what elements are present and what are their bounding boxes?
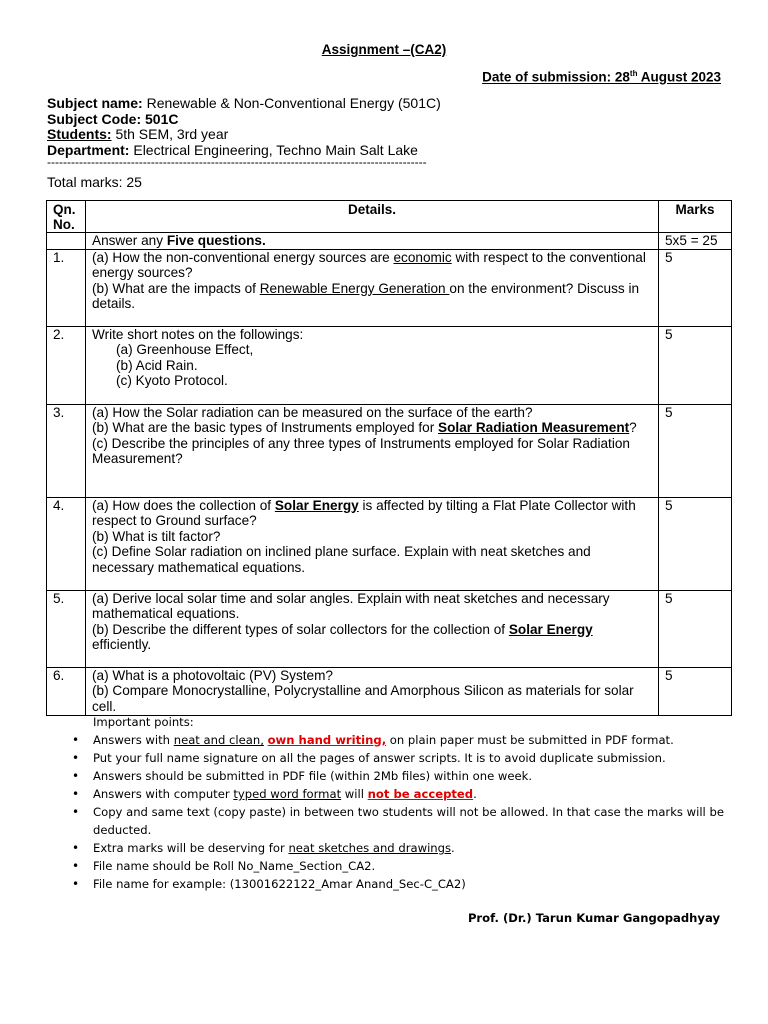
question-marks: 5: [659, 404, 732, 497]
list-item: • Extra marks will be deserving for neat sketches and drawings.: [72, 841, 455, 855]
department-value: Electrical Engineering, Techno Main Salt Lake: [129, 141, 418, 158]
question-number: 4.: [47, 497, 86, 590]
table-row: [47, 497, 732, 590]
list-item: (c) Kyoto Protocol.: [116, 373, 228, 388]
table-row: [47, 326, 732, 404]
question-text: (a) Derive local solar time and solar angles. Explain with neat sketches and necessary mathematical equations. (b) Describe the different types of solar collectors for the collection of Solar Energy efficiently.: [86, 590, 659, 667]
question-text: (a) How the Solar radiation can be measured on the surface of the earth? (b) What are the basic types of Instruments employed for Solar Radiation Measurement? (c) Describe the principles of any three types of Instruments employed for Solar Radiation Measurement?: [86, 404, 659, 497]
qn-header: Qn. No.: [47, 201, 86, 233]
instruction-text: Answer any Five questions.: [86, 233, 659, 250]
table-row: [47, 667, 732, 715]
question-number: 5.: [47, 590, 86, 667]
total-marks: Total marks: 25: [47, 174, 142, 190]
bullet-icon: •: [72, 877, 80, 891]
bullet-icon: •: [72, 805, 80, 819]
students-line: [47, 127, 441, 143]
question-text: Write short notes on the followings: (a) Greenhouse Effect, (b) Acid Rain. (c) Kyoto Protocol.: [86, 326, 659, 404]
details-header: Details.: [86, 201, 659, 233]
bullet-icon: •: [72, 733, 80, 747]
submission-date: [482, 69, 721, 85]
list-item: (b) Acid Rain.: [116, 357, 198, 373]
list-item: • Answers should be submitted in PDF file (within 2Mb files) within one week.: [72, 769, 533, 783]
signature: Prof. (Dr.) Tarun Kumar Gangopadhyay: [467, 911, 720, 925]
department-label: Department:: [47, 141, 130, 158]
table-row: [47, 590, 732, 667]
bullet-icon: •: [72, 787, 80, 801]
question-number: 2.: [47, 326, 86, 404]
list-item: • Answers with neat and clean, own hand writing, on plain paper must be submitted in PDF format.: [72, 733, 674, 747]
table-row: [47, 249, 732, 326]
subject-code-line: [47, 112, 441, 128]
subject-name-line: [47, 96, 441, 112]
list-item: • File name for example: (13001622122_Amar Anand_Sec-C_CA2): [72, 877, 466, 891]
question-number: 1.: [47, 249, 86, 326]
list-item: • Put your full name signature on all the pages of answer scripts. It is to avoid duplicate submission.: [72, 751, 666, 765]
bullet-icon: •: [72, 769, 80, 783]
list-item: (a) Greenhouse Effect,: [116, 342, 254, 357]
table-header-row: [47, 201, 732, 233]
question-marks: 5: [659, 249, 732, 326]
table-row: [47, 404, 732, 497]
document-title: Assignment –(CA2): [321, 42, 447, 57]
date-superscript: th: [629, 69, 638, 78]
students-value: 5th SEM, 3rd year: [111, 126, 229, 143]
subject-name-value: Renewable & Non-Conventional Energy (501C): [142, 95, 441, 111]
question-marks: 5: [659, 590, 732, 667]
question-marks: 5: [659, 326, 732, 404]
separator-line: -----------------------------------------------------------------------------------------------: [47, 155, 427, 169]
points-heading: Important points:: [93, 715, 194, 729]
questions-table: [46, 200, 732, 716]
subject-name-label: Subject name:: [47, 95, 143, 111]
instruction-row: [47, 233, 732, 250]
points-list: [72, 731, 733, 893]
instruction-marks: 5x5 = 25: [659, 233, 732, 250]
question-number: 3.: [47, 404, 86, 497]
question-text: (a) What is a photovoltaic (PV) System? (b) Compare Monocrystalline, Polycrystalline and Amorphous Silicon as materials for solar cell.: [86, 667, 659, 715]
list-item: • Copy and same text (copy paste) in between two students will not be allowed. In that case the marks will be deducted.: [72, 805, 724, 837]
bullet-icon: •: [72, 859, 80, 873]
date-rest: August 2023: [637, 69, 721, 85]
marks-header: Marks: [659, 201, 732, 233]
important-points: [72, 713, 733, 893]
students-label: Students:: [47, 126, 112, 143]
list-item: • File name should be Roll No_Name_Section_CA2.: [72, 859, 376, 873]
bullet-icon: •: [72, 751, 80, 765]
subject-code-label: Subject Code: 501C: [47, 110, 179, 127]
subject-meta: [47, 96, 441, 158]
bullet-icon: •: [72, 841, 80, 855]
question-marks: 5: [659, 497, 732, 590]
list-item: • Answers with computer typed word format will not be accepted.: [72, 787, 477, 801]
question-number: 6.: [47, 667, 86, 715]
date-label: Date of submission: 28: [482, 69, 630, 85]
question-text: (a) How the non-conventional energy sources are economic with respect to the conventional energy sources? (b) What are the impacts of Renewable Energy Generation on the environment? Discuss in details.: [86, 249, 659, 326]
instruction-no: [47, 233, 86, 250]
question-marks: 5: [659, 667, 732, 715]
question-text: (a) How does the collection of Solar Energy is affected by tilting a Flat Plate Collector with respect to Ground surface? (b) What is tilt factor? (c) Define Solar radiation on inclined plane surface. Explain with neat sketches and necessary mathematical equations.: [86, 497, 659, 590]
